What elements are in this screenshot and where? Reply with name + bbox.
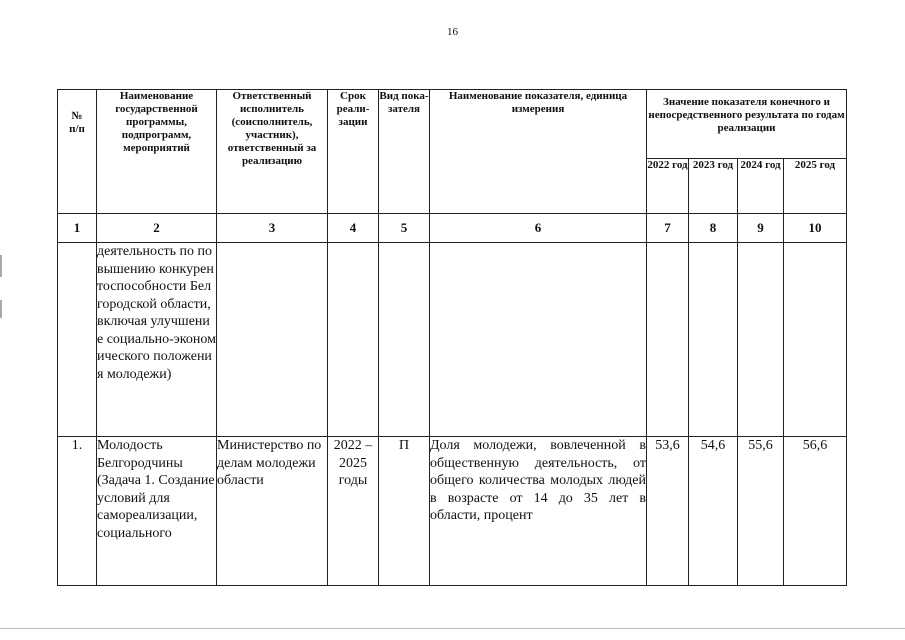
- header-indicator-name: Наименование показателя, единица измерения: [430, 90, 647, 214]
- header-num: № п/п: [58, 90, 97, 214]
- row-value-2025: [784, 243, 847, 437]
- header-period: Срок реали-зации: [328, 90, 379, 214]
- table-row: [58, 243, 847, 437]
- row-value-2023: 54,6: [689, 437, 738, 586]
- row-value-2023: [689, 243, 738, 437]
- column-number: 9: [738, 214, 784, 243]
- row-value-2022: [647, 243, 689, 437]
- row-period: [328, 243, 379, 437]
- column-number: 6: [430, 214, 647, 243]
- header-program-name: Наименование государственной программы, подпрограмм, мероприятий: [97, 90, 217, 214]
- column-number: 2: [97, 214, 217, 243]
- row-indicator-type: [379, 243, 430, 437]
- header-year-2024: 2024 год: [738, 159, 784, 214]
- column-number: 4: [328, 214, 379, 243]
- header-indicator-type: Вид пока-зателя: [379, 90, 430, 214]
- column-number: 7: [647, 214, 689, 243]
- row-program-name: Молодость Белгородчины (Задача 1. Создание условий для самореализации, социального: [97, 437, 217, 586]
- row-value-2022: 53,6: [647, 437, 689, 586]
- row-value-2025: 56,6: [784, 437, 847, 586]
- row-num: [58, 243, 97, 437]
- column-numbers-row: [58, 214, 847, 243]
- column-number: 10: [784, 214, 847, 243]
- row-value-2024: [738, 243, 784, 437]
- row-period: 2022 – 2025 годы: [328, 437, 379, 586]
- row-indicator-type: П: [379, 437, 430, 586]
- row-executor: Министерство по делам молодежи области: [217, 437, 328, 586]
- column-number: 1: [58, 214, 97, 243]
- column-number: 3: [217, 214, 328, 243]
- program-indicators-table: [57, 89, 847, 586]
- column-number: 8: [689, 214, 738, 243]
- header-executor: Ответственный исполнитель (соисполнитель, участник), ответственный за реализацию: [217, 90, 328, 214]
- header-year-2022: 2022 год: [647, 159, 689, 214]
- header-year-2025: 2025 год: [784, 159, 847, 214]
- table-row: [58, 437, 847, 586]
- column-number: 5: [379, 214, 430, 243]
- row-executor: [217, 243, 328, 437]
- header-row-top: [58, 90, 847, 159]
- row-value-2024: 55,6: [738, 437, 784, 586]
- header-year-2023: 2023 год: [689, 159, 738, 214]
- scan-edge-mark: [0, 300, 2, 318]
- row-program-name: деятельность по повышению конкурентоспособности Белгородской области, включая улучшение социально-экономического положения молодежи): [97, 243, 217, 437]
- header-values-group: Значение показателя конечного и непосредственного результата по годам реализации: [647, 90, 847, 159]
- scan-bottom-rule: [0, 628, 905, 629]
- scan-edge-mark: [0, 255, 2, 277]
- page-number: 16: [447, 26, 458, 38]
- row-num: 1.: [58, 437, 97, 586]
- row-indicator-name: Доля молодежи, вовлеченной в общественную деятельность, от общего количества молодых людей в возрасте от 14 до 35 лет в области, процент: [430, 437, 647, 586]
- row-indicator-name: [430, 243, 647, 437]
